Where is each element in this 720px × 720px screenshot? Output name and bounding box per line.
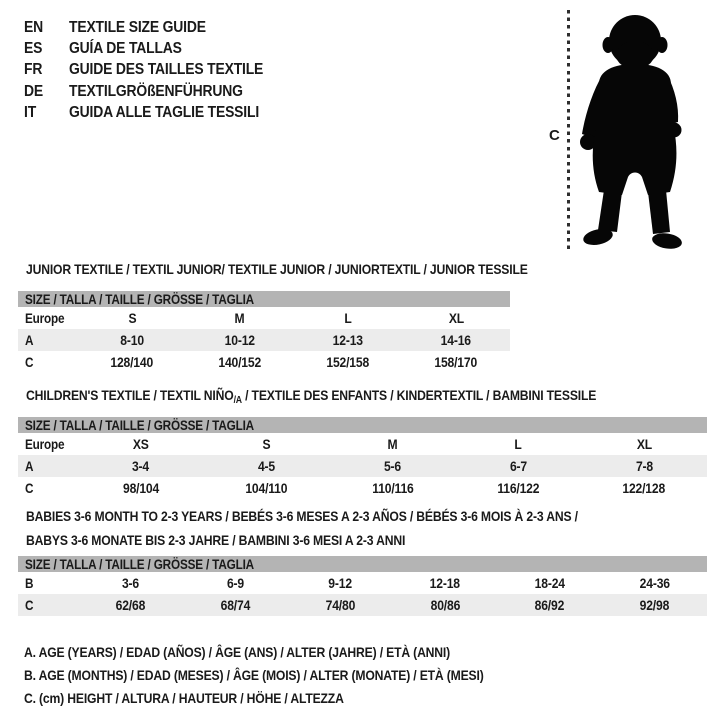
legend-notes <box>24 641 552 711</box>
table-row: Europe S M L XL <box>25 310 464 326</box>
language-code: DE <box>24 82 43 100</box>
row-label: Europe <box>25 310 65 326</box>
junior-size-table <box>18 291 510 373</box>
language-row <box>24 103 292 124</box>
table-row: C 128/140 140/152 152/158 158/170 <box>25 354 478 370</box>
row-label: C <box>25 480 34 496</box>
language-title: GUÍA DE TALLAS <box>69 40 182 58</box>
legend-note-b: B. AGE (MONTHS) / EDAD (MESES) / ÂGE (MOIS) / ALTER (MONATE) / ETÀ (MESI) <box>24 667 484 684</box>
section-title-junior: JUNIOR TEXTILE / TEXTIL JUNIOR/ TEXTILE JUNIOR / JUNIORTEXTIL / JUNIOR TESSILE <box>26 261 528 277</box>
row-label: B <box>25 575 34 591</box>
height-measure-label: C <box>549 127 560 144</box>
language-row <box>24 81 292 102</box>
size-header-bar: SIZE / TALLA / TAILLE / GRÖSSE / TAGLIA <box>18 556 707 572</box>
row-label: C <box>25 354 34 370</box>
size-header-bar: SIZE / TALLA / TAILLE / GRÖSSE / TAGLIA <box>18 417 707 433</box>
language-code: FR <box>24 61 43 79</box>
table-row: A 8-10 10-12 12-13 14-16 <box>18 329 510 351</box>
language-row <box>24 17 292 38</box>
row-label: A <box>25 458 34 474</box>
table-row: Europe XS S M L XL <box>25 436 652 452</box>
language-title: TEXTILE SIZE GUIDE <box>69 18 206 36</box>
language-code: EN <box>24 18 43 36</box>
size-header-bar: SIZE / TALLA / TAILLE / GRÖSSE / TAGLIA <box>18 291 510 307</box>
section-title-children: CHILDREN'S TEXTILE / TEXTIL $NIÑO_{/A}$ / TEXTILE DES ENFANTS / KINDERTEXTIL / BAMBINI TESSILE <box>26 387 597 406</box>
language-row <box>24 38 292 59</box>
toddler-silhouette-icon <box>577 14 693 252</box>
children-size-table <box>18 417 707 499</box>
section-title-babies: BABIES 3-6 MONTH TO 2-3 YEARS / BEBÉS 3-6 MESES A 2-3 AÑOS / BÉBÉS 3-6 MOIS À 2-3 ANS / BABYS 3-6 MONATE BIS 2-3 JAHRE / BAMBINI 3-6 MESI A 2-3 ANNI <box>26 508 578 548</box>
height-measure-dotted-line <box>567 10 570 253</box>
table-row: A 3-4 4-5 5-6 6-7 7-8 <box>18 455 707 477</box>
row-label: Europe <box>25 436 65 452</box>
table-row: C 62/68 68/74 74/80 80/86 86/92 92/98 <box>18 594 707 616</box>
language-title-list <box>24 17 292 124</box>
row-label: A <box>25 332 34 348</box>
row-label: C <box>25 597 34 613</box>
language-title: GUIDE DES TAILLES TEXTILE <box>69 61 264 79</box>
babies-size-table <box>18 556 707 616</box>
language-title: GUIDA ALLE TAGLIE TESSILI <box>69 104 260 122</box>
legend-note-a: A. AGE (YEARS) / EDAD (AÑOS) / ÂGE (ANS) / ALTER (JAHRE) / ETÀ (ANNI) <box>24 644 451 660</box>
title-subscript: /A <box>233 395 242 406</box>
table-row: C 98/104 104/110 110/116 116/122 122/128 <box>25 480 666 496</box>
legend-note-c: C. (cm) HEIGHT / ALTURA / HAUTEUR / HÖHE / ALTEZZA <box>24 690 344 707</box>
language-row <box>24 60 292 81</box>
language-title: TEXTILGRÖßENFÜHRUNG <box>69 82 243 100</box>
table-row: B 3-6 6-9 9-12 12-18 18-24 24-36 <box>25 575 670 591</box>
language-code: ES <box>24 40 43 58</box>
language-code: IT <box>24 104 37 122</box>
